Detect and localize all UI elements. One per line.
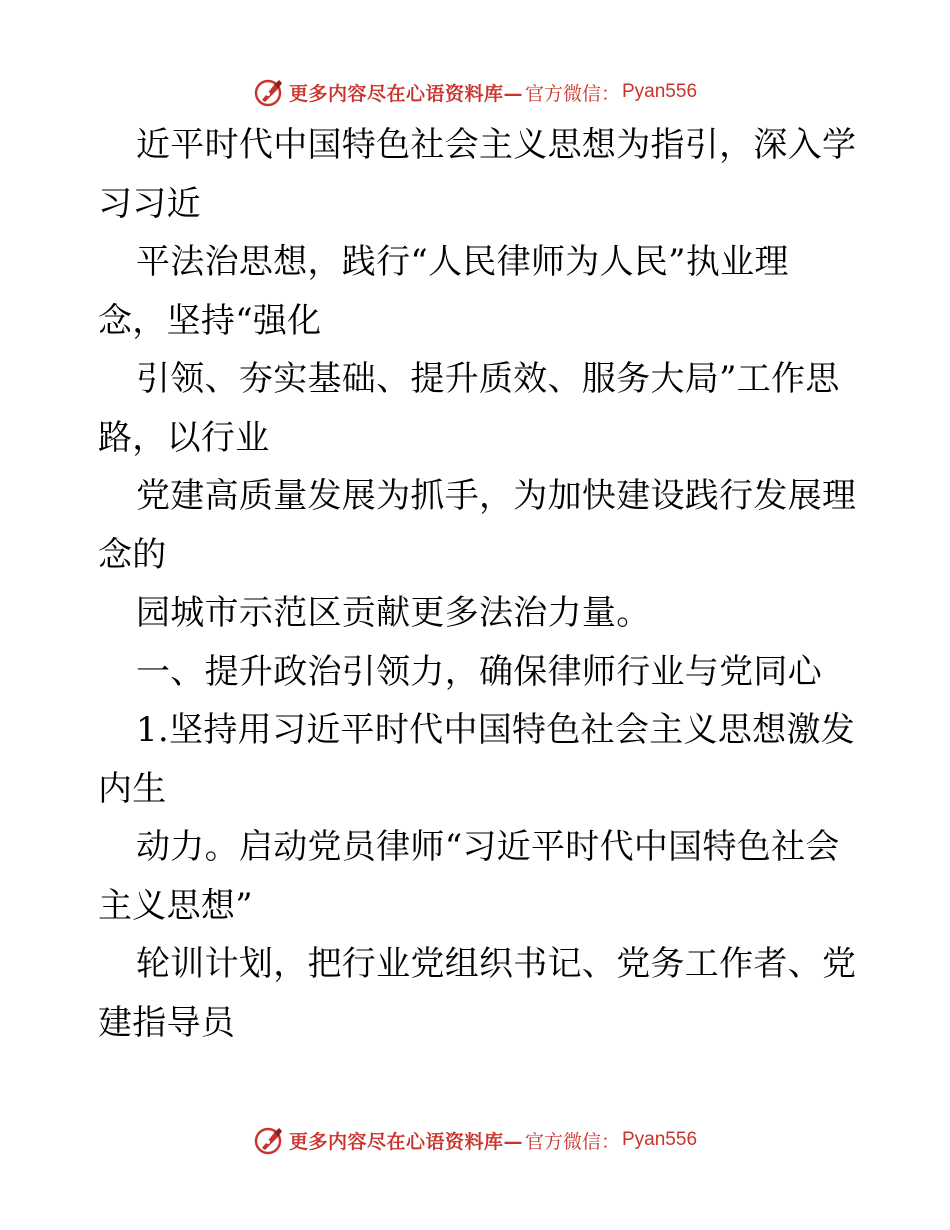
footer-watermark — [0, 1120, 950, 1160]
watermark-wechat-label: 官方微信： — [524, 82, 620, 105]
text-line: 内生 — [98, 768, 167, 809]
text-line: 引领、夯实基础、提升质效、服务大局”工作思 — [136, 359, 840, 399]
watermark-wechat-label: 官方微信： — [524, 1130, 620, 1153]
text-line: 路，以行业 — [98, 417, 270, 458]
text-line: 建指导员 — [98, 1002, 236, 1043]
document-body — [98, 116, 858, 1052]
text-line: 念的 — [98, 534, 167, 575]
pen-nib-logo-icon — [253, 1124, 285, 1156]
watermark-wechat-id: Pyan556 — [622, 1129, 698, 1150]
text-line: 党建高质量发展为抓手，为加快建设践行发展理 — [136, 476, 857, 516]
text-line: 近平时代中国特色社会主义思想为指引，深入学 — [136, 125, 857, 165]
watermark-brand-text: 更多内容尽在心语资料库— — [288, 1130, 523, 1153]
header-watermark — [0, 72, 950, 112]
watermark-wechat-id: Pyan556 — [622, 81, 698, 102]
watermark-brand-text: 更多内容尽在心语资料库— — [288, 82, 523, 105]
text-line: 园城市示范区贡献更多法治力量。 — [136, 593, 651, 633]
pen-nib-logo-icon — [253, 76, 285, 108]
text-line: 轮训计划，把行业党组织书记、党务工作者、党 — [136, 944, 857, 984]
text-line: 习习近 — [98, 183, 201, 224]
text-line: 主义思想” — [98, 885, 253, 926]
text-line: 动力。启动党员律师“习近平时代中国特色社会 — [136, 827, 840, 867]
text-line: 1.坚持用习近平时代中国特色社会主义思想激发 — [136, 710, 856, 750]
text-line: 平法治思想，践行“人民律师为人民”执业理 — [136, 242, 789, 282]
text-line: 一、提升政治引领力，确保律师行业与党同心 — [136, 651, 822, 692]
text-line: 念，坚持“强化 — [98, 300, 322, 341]
